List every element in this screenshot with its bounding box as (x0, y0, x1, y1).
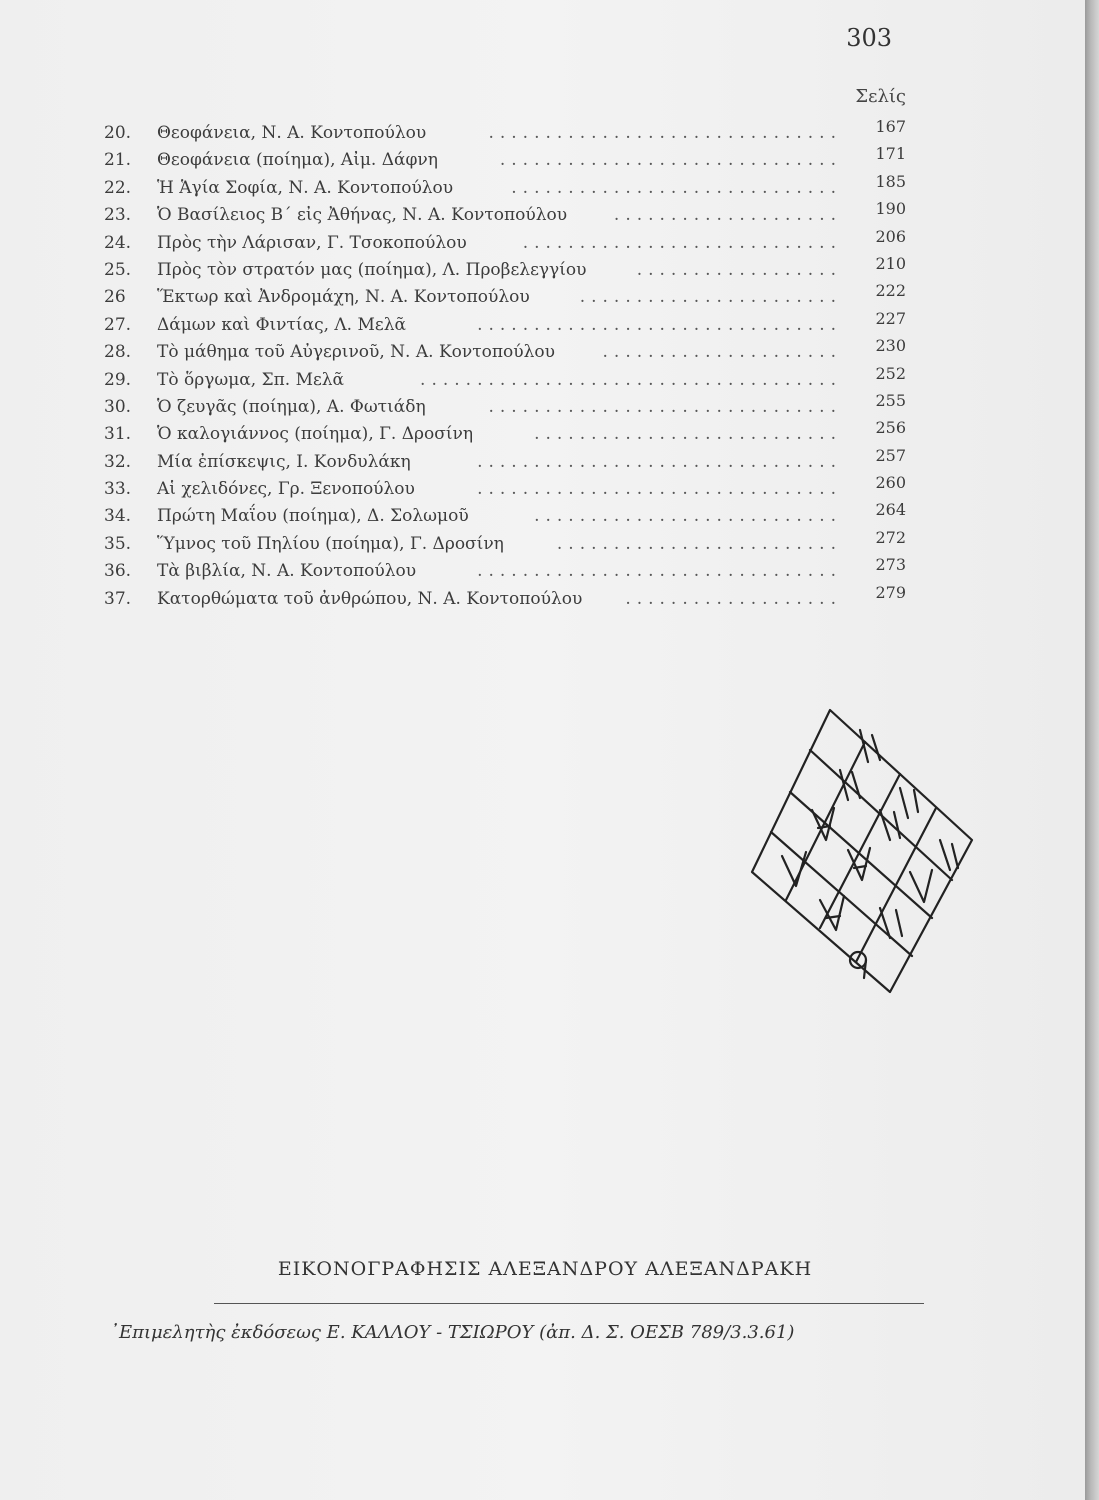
toc-entry (104, 281, 934, 313)
toc-entry-page: 273 (875, 555, 906, 575)
dot-leader: ................... (625, 588, 842, 609)
toc-entry-number: 22. (104, 177, 132, 198)
toc-entry (104, 171, 934, 204)
toc-entry (104, 336, 934, 368)
toc-entry (104, 390, 934, 423)
toc-entry (104, 144, 934, 176)
dot-leader: ................................ (477, 314, 842, 335)
toc-entry-title: Κατορθώματα τοῦ ἀνθρώπου, Ν. Α. Κοντοπούλου (157, 588, 583, 609)
toc-entry-number: 32. (104, 451, 132, 472)
toc-entry (104, 500, 934, 532)
toc-entry-title: Ὕμνος τοῦ Πηλίου (ποίημα), Γ. Δροσίνη (157, 533, 504, 554)
toc-entry-title: Ὁ ζευγᾶς (ποίημα), Α. Φωτιάδη (157, 396, 426, 417)
toc-entry-number: 34. (104, 506, 132, 527)
toc-entry-title: Πρὸς τὴν Λάρισαν, Γ. Τσοκοπούλου (157, 232, 467, 253)
dot-leader: ........................... (534, 424, 842, 445)
toc-entry-title: Τὸ μάθημα τοῦ Αὐγερινοῦ, Ν. Α. Κοντοπούλου (157, 342, 555, 363)
toc-entry-title: Τὰ βιβλία, Ν. Α. Κοντοπούλου (157, 561, 417, 582)
toc-entry-title: Δάμων καὶ Φιντίας, Λ. Μελᾶ (157, 314, 406, 335)
toc-entry (104, 308, 934, 341)
editor-credit: ᾿Επιμελητὴς ἐκδόσεως Ε. ΚΑΛΛΟΥ - ΤΣΙΩΡΟΥ (ἀπ. Δ. Σ. ΟΕΣΒ 789/3.3.61) (110, 1322, 795, 1343)
toc-entry-page: 210 (875, 253, 906, 273)
toc-entry (104, 445, 934, 478)
toc-entry (104, 418, 934, 450)
dot-leader: ............................... (488, 123, 842, 143)
handwritten-letter-grid-drawing (740, 700, 980, 1000)
page-edge (1085, 0, 1099, 1500)
toc-entry-page: 167 (875, 117, 906, 136)
toc-entry-page: 255 (875, 390, 906, 410)
toc-entry-page: 257 (875, 445, 906, 465)
toc-entry-number: 37. (104, 588, 132, 609)
pages-column-header: Σελίς (855, 86, 906, 107)
toc-entry-number: 33. (104, 479, 132, 500)
dot-leader: .............................. (499, 150, 842, 171)
toc-entry-title: Αἱ χελιδόνες, Γρ. Ξενοπούλου (157, 479, 415, 500)
dot-leader: ......................... (556, 533, 842, 554)
dot-leader: ............................. (511, 177, 842, 198)
toc-entry-page: 185 (875, 171, 906, 191)
dot-leader: .................. (636, 259, 842, 280)
toc-entry-number: 27. (104, 314, 132, 335)
toc-entry-number: 23. (104, 205, 132, 226)
dot-leader: ............................... (488, 396, 842, 417)
dot-leader: ............................ (522, 232, 842, 253)
toc-entry-title: Πρώτη Μαΐου (ποίημα), Δ. Σολωμοῦ (157, 506, 469, 527)
table-of-contents (104, 117, 934, 615)
toc-entry-page: 264 (875, 500, 906, 520)
illustration-credit: ΕΙΚΟΝΟΓΡΑΦΗΣΙΣ ΑΛΕΞΑΝΔΡΟΥ ΑΛΕΞΑΝΔΡΑΚΗ (277, 1258, 813, 1280)
toc-entry-page: 206 (875, 226, 906, 246)
toc-entry-number: 35. (104, 533, 132, 554)
toc-entry-number: 30. (104, 396, 132, 417)
toc-entry-page: 260 (875, 473, 906, 493)
toc-entry-page: 171 (875, 144, 906, 164)
toc-entry-title: Ὁ Βασίλειος Β΄ εἰς Ἀθήνας, Ν. Α. Κοντοπούλου (157, 205, 568, 226)
dot-leader: ....................... (579, 287, 842, 308)
toc-entry-title: Τὸ ὅργωμα, Σπ. Μελᾶ (157, 369, 345, 390)
toc-entry-page: 230 (875, 336, 906, 356)
toc-entry (104, 555, 934, 587)
dot-leader: ........................... (534, 506, 842, 527)
toc-entry-page: 190 (875, 199, 906, 219)
toc-entry (104, 363, 934, 396)
toc-entry-number: 31. (104, 424, 132, 445)
toc-entry-number: 25. (104, 259, 132, 280)
toc-entry-number: 26 (104, 287, 126, 308)
toc-entry-page: 252 (875, 363, 906, 383)
toc-entry-number: 29. (104, 369, 132, 390)
toc-entry-number: 28. (104, 342, 132, 363)
toc-entry (104, 473, 934, 505)
toc-entry-page: 279 (875, 582, 906, 602)
divider (214, 1303, 924, 1304)
toc-entry (104, 582, 934, 615)
toc-entry-title: Θεοφάνεια, Ν. Α. Κοντοπούλου (157, 123, 427, 143)
toc-entry-page: 256 (875, 418, 906, 438)
toc-entry-page: 227 (875, 308, 906, 328)
dot-leader: .................... (613, 205, 842, 226)
toc-entry-title: Ἕκτωρ καὶ Ἀνδρομάχη, Ν. Α. Κοντοπούλου (157, 287, 530, 308)
toc-entry-page: 272 (875, 527, 906, 547)
toc-entry (104, 527, 934, 560)
toc-entry-title: Ὁ καλογιάννος (ποίημα), Γ. Δροσίνη (157, 424, 474, 445)
toc-entry-title: Θεοφάνεια (ποίημα), Αἰμ. Δάφνη (157, 150, 438, 171)
toc-entry-title: Μία ἐπίσκεψις, Ι. Κονδυλάκη (157, 451, 411, 472)
toc-entry (104, 117, 934, 149)
toc-entry-title: Ἡ Ἁγία Σοφία, Ν. Α. Κοντοπούλου (157, 177, 454, 198)
toc-entry-number: 21. (104, 150, 132, 171)
dot-leader: ................................ (477, 451, 842, 472)
dot-leader: ................................ (477, 479, 842, 500)
dot-leader: ..................... (602, 342, 842, 363)
dot-leader: ................................ (477, 561, 842, 582)
toc-entry-page: 222 (875, 281, 906, 301)
toc-entry-number: 36. (104, 561, 132, 582)
toc-entry-title: Πρὸς τὸν στρατόν μας (ποίημα), Λ. Προβελεγγίου (157, 259, 587, 280)
toc-entry-number: 24. (104, 232, 132, 253)
page-number: 303 (846, 24, 892, 52)
toc-entry (104, 253, 934, 286)
toc-entry (104, 226, 934, 259)
dot-leader: ..................................... (420, 369, 842, 390)
toc-entry (104, 199, 934, 231)
toc-entry-number: 20. (104, 123, 132, 143)
